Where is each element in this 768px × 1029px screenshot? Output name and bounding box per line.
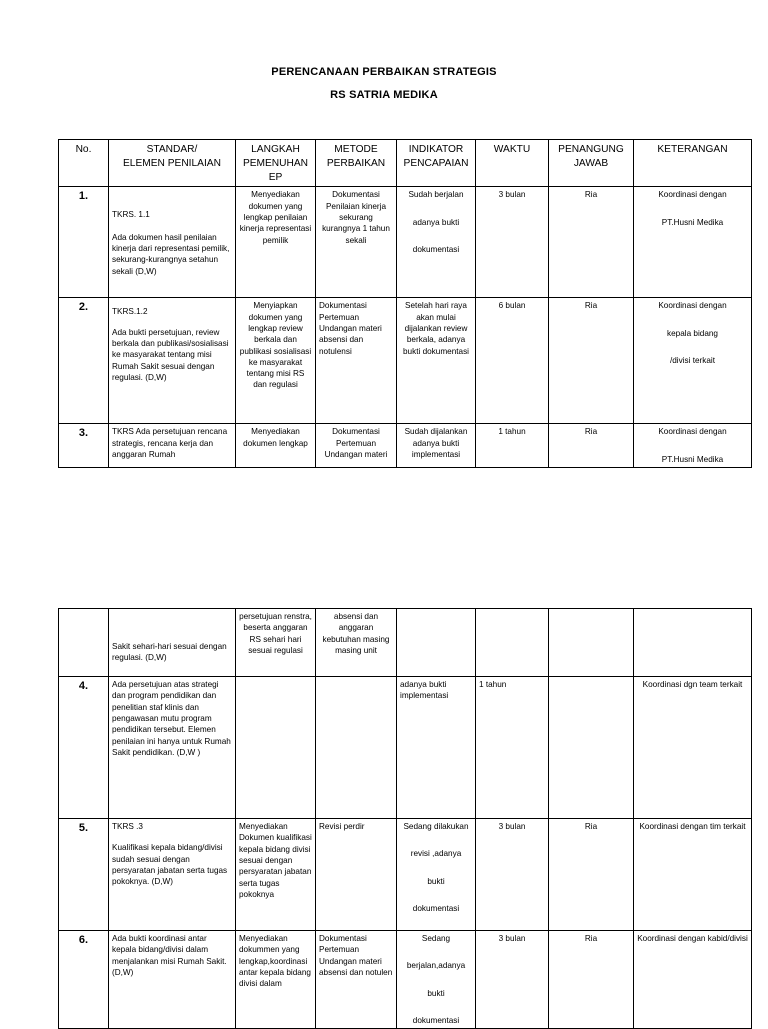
strategy-table-part-2 xyxy=(58,608,752,1029)
row-number: 5. xyxy=(59,819,109,931)
header-keterangan: KETERANGAN xyxy=(634,140,752,187)
indikator-cell xyxy=(397,187,476,298)
penanggung-jawab-cell xyxy=(549,677,634,819)
waktu-cell: 3 bulan xyxy=(476,819,549,931)
row-number xyxy=(59,609,109,677)
table-row xyxy=(59,819,752,931)
metode-cell: Dokumentasi Pertemuan Undangan materi absensi dan notulensi xyxy=(316,298,397,424)
header-standar: STANDAR/ ELEMEN PENILAIAN xyxy=(109,140,236,187)
header-waktu: WAKTU xyxy=(476,140,549,187)
row-number: 4. xyxy=(59,677,109,819)
indikator-cell xyxy=(397,819,476,931)
standar-cell: TKRS Ada persetujuan rencana strategis, rencana kerja dan anggaran Rumah xyxy=(109,424,236,468)
indikator-line: Sedang dilakukan xyxy=(403,822,469,831)
metode-cell xyxy=(316,677,397,819)
table-row xyxy=(59,298,752,424)
standar-text: Kualifikasi kepala bidang/divisi sudah sesuai dengan persyaratan jabatan serta tugas pokoknya. (D,W) xyxy=(112,843,228,887)
metode-cell: Dokumentasi Penilaian kinerja sekurang kurangnya 1 tahun sekali xyxy=(316,187,397,298)
header-langkah: LANGKAH PEMENUHAN EP xyxy=(236,140,316,187)
indikator-line: bukti xyxy=(427,988,445,998)
standar-code: TKRS. 1.1 xyxy=(112,210,150,220)
row-number: 6. xyxy=(59,931,109,1029)
table-row xyxy=(59,187,752,298)
keterangan-line: PT.Husni Medika xyxy=(661,217,724,227)
langkah-cell: persetujuan renstra, beserta anggaran RS sehari hari sesuai regulasi xyxy=(236,609,316,677)
table-row xyxy=(59,931,752,1029)
indikator-line: dokumentasi xyxy=(412,903,460,913)
keterangan-cell xyxy=(634,187,752,298)
indikator-line: dokumentasi xyxy=(412,1015,460,1025)
row-number: 1. xyxy=(59,187,109,298)
hospital-name: RS SATRIA MEDIKA xyxy=(330,89,438,101)
indikator-line: dokumentasi xyxy=(412,244,460,254)
waktu-cell: 6 bulan xyxy=(476,298,549,424)
keterangan-line: PT.Husni Medika xyxy=(661,454,724,464)
table-header-row xyxy=(59,140,752,187)
waktu-cell: 3 bulan xyxy=(476,187,549,298)
penanggung-jawab-cell: Ria xyxy=(549,424,634,468)
waktu-cell: 1 tahun xyxy=(476,424,549,468)
keterangan-cell xyxy=(634,609,752,677)
table-row xyxy=(59,677,752,819)
keterangan-cell: Koordinasi dgn team terkait xyxy=(634,677,752,819)
metode-cell: absensi dan anggaran kebutuhan masing masing unit xyxy=(316,609,397,677)
keterangan-cell xyxy=(634,298,752,424)
indikator-cell xyxy=(397,931,476,1029)
langkah-cell: Menyediakan dokumen lengkap xyxy=(236,424,316,468)
metode-cell: Revisi perdir xyxy=(316,819,397,931)
standar-text: Ada dokumen hasil penilaian kinerja dari representasi pemilik, sekurang-kurangnya setahun sekali (D,W) xyxy=(112,232,230,276)
strategy-table-part-1 xyxy=(58,139,752,468)
keterangan-line: kepala bidang xyxy=(667,328,718,338)
metode-cell: Dokumentasi Pertemuan Undangan materi absensi dan notulen xyxy=(316,931,397,1029)
penanggung-jawab-cell xyxy=(549,609,634,677)
keterangan-line: Koordinasi dengan xyxy=(658,190,727,200)
header-no: No. xyxy=(59,140,109,187)
keterangan-line: Koordinasi dengan xyxy=(658,427,727,437)
indikator-line: revisi ,adanya xyxy=(410,849,462,859)
standar-cell: Ada persetujuan atas strategi dan program pendidikan dan penelitian staf klinis dan pengawasan mutu program pendidikan tersebut. Elemen penilaian ini hanya untuk Rumah Sakit pendidikan. (D,W ) xyxy=(109,677,236,819)
waktu-cell: 1 tahun xyxy=(476,677,549,819)
indikator-line: Sudah berjalan xyxy=(408,190,464,200)
waktu-cell: 3 bulan xyxy=(476,931,549,1029)
indikator-cell: Setelah hari raya akan mulai dijalankan review berkala, adanya bukti dokumentasi xyxy=(397,298,476,424)
standar-cell: Ada bukti koordinasi antar kepala bidang/divisi dalam menjalankan misi Rumah Sakit. (D,W) xyxy=(109,931,236,1029)
row-number: 3. xyxy=(59,424,109,468)
penanggung-jawab-cell: Ria xyxy=(549,187,634,298)
standar-text: Ada bukti persetujuan, review berkala dan publikasi/sosialisasi ke masyarakat tentang misi Rumah Sakit sesuai dengan regulasi. (D,W) xyxy=(112,327,229,382)
indikator-cell: adanya bukti implementasi xyxy=(397,677,476,819)
indikator-line: berjalan,adanya xyxy=(406,961,466,971)
langkah-cell: Menyediakan dokumen yang lengkap penilaian kinerja representasi pemilik xyxy=(236,187,316,298)
indikator-line: Sedang xyxy=(421,934,451,943)
document-title: PERENCANAAN PERBAIKAN STRATEGIS xyxy=(271,66,497,78)
langkah-cell: Menyediakan dokummen yang lengkap,koordinasi antar kepala bidang divisi dalam xyxy=(236,931,316,1029)
metode-cell: Dokumentasi Pertemuan Undangan materi xyxy=(316,424,397,468)
keterangan-cell xyxy=(634,424,752,468)
row-number: 2. xyxy=(59,298,109,424)
keterangan-cell: Koordinasi dengan kabid/divisi xyxy=(634,931,752,1029)
standar-cell xyxy=(109,298,236,424)
penanggung-jawab-cell: Ria xyxy=(549,819,634,931)
langkah-cell: Menyiapkan dokumen yang lengkap review berkala dan publikasi sosialisasi ke masyarakat tentang misi RS dan regulasi xyxy=(236,298,316,424)
indikator-line: bukti xyxy=(427,876,445,886)
penanggung-jawab-cell: Ria xyxy=(549,298,634,424)
standar-text: Sakit sehari-hari sesuai dengan regulasi. (D,W) xyxy=(112,642,227,663)
standar-cell xyxy=(109,609,236,677)
keterangan-cell: Koordinasi dengan tim terkait xyxy=(634,819,752,931)
header-metode: METODE PERBAIKAN xyxy=(316,140,397,187)
table-row xyxy=(59,424,752,468)
langkah-cell: Menyediakan Dokumen kualifikasi kepala bidang divisi sesuai dengan persyaratan jabatan serta tugas pokoknya xyxy=(236,819,316,931)
standar-cell xyxy=(109,819,236,931)
standar-code: TKRS.1.2 xyxy=(112,307,148,317)
waktu-cell xyxy=(476,609,549,677)
keterangan-line: Koordinasi dengan xyxy=(658,301,727,311)
table-row xyxy=(59,609,752,677)
keterangan-line: /divisi terkait xyxy=(669,355,716,365)
indikator-cell xyxy=(397,609,476,677)
header-indikator: INDIKATOR PENCAPAIAN xyxy=(397,140,476,187)
header-penanggung-jawab: PENANGUNG JAWAB xyxy=(549,140,634,187)
penanggung-jawab-cell: Ria xyxy=(549,931,634,1029)
standar-code: TKRS .3 xyxy=(112,822,143,831)
standar-cell xyxy=(109,187,236,298)
langkah-cell xyxy=(236,677,316,819)
indikator-line: adanya bukti xyxy=(412,217,460,227)
indikator-cell: Sudah dijalankan adanya bukti implementasi xyxy=(397,424,476,468)
